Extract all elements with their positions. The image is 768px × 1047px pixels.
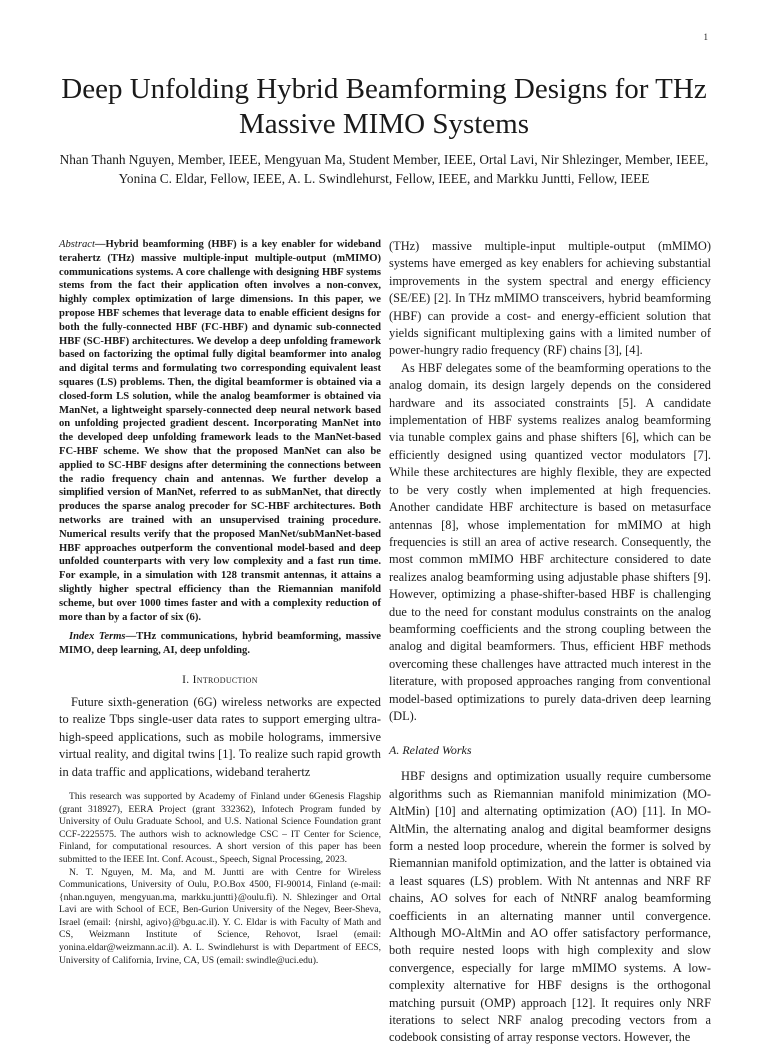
page-number: 1 [703, 32, 708, 42]
paper-title: Deep Unfolding Hybrid Beamforming Designs for THz Massive MIMO Systems [61, 73, 707, 140]
abstract-lead: Abstract [59, 239, 95, 250]
right-column [389, 238, 711, 1047]
body-paragraph: HBF designs and optimization usually require cumbersome algorithms such as Riemannian manifold minimization (MO-AltMin) [10] and alternating optimization (AO) [11]. In MO-AltMin, the alternating analog and digital beamformer designs form a nested loop procedure, wherein the former is solved by Riemannian manifold optimization, and the latter is obtained via a least squares (LS) problem. With Nt antennas and NRF RF chains, AO solves for each of NtNRF analog beamforming coefficients in an alternating manner until convergence. Although MO-AltMin and AO offer satisfactory performance, both require nested loops with high complexity and slow convergence, especially for large mMIMO systems. A low-complexity alternative for HBF designs is the orthogonal matching pursuit (OMP) approach [12]. It requires only NRF iterations to select NRF analog precoding vectors from a codebook consisting of array response vectors. However, the [389, 769, 711, 1045]
intro-paragraph: Future sixth-generation (6G) wireless networks are expected to realize Tbps single-user data rates to support emerging ultra-high-speed applications, such as mobile holograms, immersive virtual reality, and digital twins [1]. To realize such rapid growth in data traffic and applications, wideband terahertz [59, 694, 381, 779]
subsection-heading-related-works: A. Related Works [389, 743, 472, 758]
footnotes [59, 791, 381, 967]
author-list: Nhan Thanh Nguyen, Member, IEEE, Mengyuan Ma, Student Member, IEEE, Ortal Lavi, Nir Shlezinger, Member, IEEE, Yonina C. Eldar, Fellow, IEEE, A. L. Swindlehurst, Fellow, IEEE, and Markku Juntti, Fellow, IEEE [59, 152, 709, 186]
index-terms-text: —THz communications, hybrid beamforming, massive MIMO, deep learning, AI, deep unfolding. [59, 631, 381, 657]
body-paragraph: (THz) massive multiple-input multiple-output (mMIMO) systems have emerged as key enablers for achieving substantial improvements in the system spectral and energy efficiency (SE/EE) [2]. In THz mMIMO transceivers, hybrid beamforming (HBF) can provide a cost- and energy-efficient solution that yields significant multiplexing gains with a limited number of power-hungry radio frequency (RF) chains [3], [4]. [389, 239, 711, 358]
index-terms-lead: Index Terms [69, 631, 126, 643]
body-paragraph: As HBF delegates some of the beamforming operations to the analog domain, its design largely depends on the considered hardware and its associated constraints [5]. A candidate implementation of HBF systems realizes analog beamforming via tunable complex gains and phase shifters [6], which can be efficiently designed using quantized vector modulators [7]. While these architectures are highly flexible, they are expected to be very costly when implemented at high frequencies. Another candidate HBF architecture is based on metasurface antennas [8], whose implementation for mMIMO at high frequencies is still an area of active research. Consequently, the most common mMIMO HBF architecture considered to date realizes analog beamforming using adjustable phase shifters [9]. However, optimizing a phase-shifter-based HBF is challenging due to the need for constant modulus constraints on the analog beamforming coefficients and the strong coupling between the analog and digital beamformers. Thus, efficient HBF methods overcoming these challenges have attracted much interest in the literature, with proposed approaches ranging from conventional model-based optimizations to purely data-driven deep learning (DL). [389, 360, 711, 723]
abstract-text: —Hybrid beamforming (HBF) is a key enabler for wideband terahertz (THz) massive multiple-input multiple-output (mMIMO) communications systems. A core challenge with designing HBF systems stems from the fact their application often involves a non-convex, highly complex optimization of large dimensions. In this paper, we propose HBF schemes that leverage data to enable efficient designs for both the fully-connected HBF (FC-HBF) and dynamic sub-connected HBF (SC-HBF) architectures. We develop a deep unfolding framework based on factorizing the optimal fully digital beamformer into analog and digital terms and formulating two corresponding equivalent least squares (LS) problems. Then, the digital beamformer is obtained via a closed-form LS solution, while the analog beamformer is obtained via ManNet, a lightweight sparsely-connected deep neural network based on unfolding projected gradient descent. Incorporating ManNet into the developed deep unfolding framework leads to the ManNet-based FC-HBF scheme. We show that the proposed ManNet can also be applied to SC-HBF designs after determining the connections between the radio frequency chain and antennas. We further develop a simplified version of ManNet, referred to as subManNet, that directly produces the sparse analog precoder for SC-HBF architectures. Both networks are trained with an unsupervised training procedure. Numerical results verify that the proposed ManNet/subManNet-based HBF approaches outperform the conventional model-based and deep unfolded counterparts with very low complexity and a fast run time. For example, in a simulation with 128 transmit antennas, it attains a slightly higher spectral efficiency than the Riemannian manifold scheme, but over 1000 times faster and with a complexity reduction of more than by a factor of six (6). [59, 239, 381, 623]
abstract [59, 238, 381, 624]
affiliation-footnote: N. T. Nguyen, M. Ma, and M. Juntti are with Centre for Wireless Communications, University of Oulu, P.O.Box 4500, FI-90014, Finland (e-mail: {nhan.nguyen, mengyuan.ma, markku.juntti}@oulu.fi). N. Shlezinger and Ortal Lavi are with School of ECE, Ben-Gurion University of the Negev, Beer-Sheva, Israel (email: {nirshl, agivo}@bgu.ac.il). Y. C. Eldar is with Faculty of Math and CS, Weizmann Institute of Science, Rehovot, Israel (email: yonina.eldar@weizmann.ac.il). A. L. Swindlehurst is with Department of EECS, University of California, Irvine, CA, US (email: swindle@uci.edu). [59, 866, 381, 966]
funding-footnote: This research was supported by Academy of Finland under 6Genesis Flagship (grant 318927), EERA Project (grant 332362), Infotech Program funded by University of Oulu Graduate School, and U.S. National Science Foundation grant CCF-2225575. The authors wish to acknowledge CSC – IT Center for Science, Finland, for computational resources. A short version of this paper has been submitted to the IEEE Int. Conf. Acoust., Speech, Signal Processing, 2023. [59, 790, 381, 865]
index-terms [59, 630, 381, 658]
left-column [59, 238, 381, 967]
section-heading-introduction: I. Introduction [182, 673, 258, 686]
